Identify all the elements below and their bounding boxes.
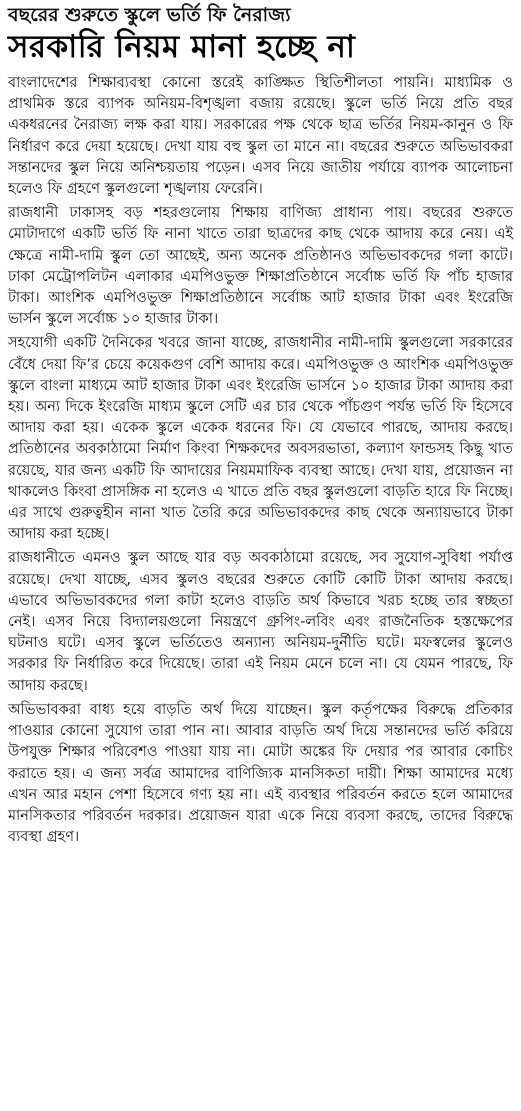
article-kicker: বছরের শুরুতে স্কুলে ভর্তি ফি নৈরাজ্য (8, 4, 291, 26)
article-body (8, 73, 513, 848)
article-paragraph-1: বাংলাদেশের শিক্ষাব্যবস্থা কোনো স্তরেই কাঙ্ক্ষিত স্থিতিশীলতা পায়নি। মাধ্যমিক ও প্রাথমিক স্তরে ব্যাপক অনিয়ম-বিশৃঙ্খলা বজায় রয়েছে। স্কুলে ভর্তি নিয়ে প্রতি বছর একধরনের নৈরাজ্য লক্ষ করা যায়। সরকারের পক্ষ থেকে ছাত্র ভর্তির নিয়ম-কানুন ও ফি নির্ধারণ করে দেয়া হয়েছে। দেখা যায় বহু স্কুল তা মানে না। বছরের শুরুতে অভিভাবকরা সন্তানদের স্কুল নিয়ে অনিশ্চয়তায় পড়েন। এসব নিয়ে জাতীয় পর্যায়ে ব্যাপক আলোচনা হলেও ফি গ্রহণে স্কুলগুলো শৃঙ্খলায় ফেরেনি। (8, 75, 513, 198)
article-paragraph-4: রাজধানীতে এমনও স্কুল আছে যার বড় অবকাঠামো রয়েছে, সব সুযোগ-সুবিধা পর্যাপ্ত রয়েছে। দেখা যাচ্ছে, এসব স্কুলও বছরের শুরুতে কোটি কোটি টাকা আদায় করছে। এভাবে অভিভাবকদের গলা কাটা হলেও বাড়তি অর্থ কিভাবে খরচ হচ্ছে তার স্বচ্ছতা নেই। এসব নিয়ে বিদ্যালয়গুলো নিয়ন্ত্রণে গ্রুপিং-লবিং এবং রাজনৈতিক হস্তক্ষেপের ঘটনাও ঘটে। এসব স্কুলে ভর্তিতেও অন্যান্য অনিয়ম-দুর্নীতি ঘটে। মফস্বলের স্কুলেও সরকার ফি নির্ধারিত করে দিয়েছে। তারা এই নিয়ম মেনে চলে না। যে যেমন পারছে, ফি আদায় করছে। (8, 550, 513, 694)
article-paragraph-5: অভিভাবকরা বাধ্য হয়ে বাড়তি অর্থ দিয়ে যাচ্ছেন। স্কুল কর্তৃপক্ষের বিরুদ্ধে প্রতিকার পাওয়ার কোনো সুযোগ তারা পান না। আবার বাড়তি অর্থ দিয়ে সন্তানদের ভর্তি করিয়ে উপযুক্ত শিক্ষার পরিবেশও পাওয়া যায় না। মোটা অঙ্কের ফি দেয়ার পর আবার কোচিং করাতে হয়। এ জন্য সর্বত্র আমাদের বাণিজ্যিক মানসিকতা দায়ী। শিক্ষা আমাদের মধ্যে এখন আর মহান পেশা হিসেবে গণ্য হয় না। এই ব্যবস্থার পরিবর্তন করতে হলে আমাদের মানসিকতার পরিবর্তন দরকার। প্রয়োজন যারা একে নিয়ে ব্যবসা করছে, তাদের বিরুদ্ধে ব্যবস্থা গ্রহণ। (8, 701, 513, 846)
article-paragraph-2: রাজধানী ঢাকাসহ বড় শহরগুলোয় শিক্ষায় বাণিজ্য প্রাধান্য পায়। বছরের শুরুতে মোটাদাগে একটি ভর্তি ফি নানা খাতে তারা ছাত্রদের কাছ থেকে আদায় করে নেয়। এই ক্ষেত্রে নামী-দামি স্কুল তো আছেই, অন্য অনেক প্রতিষ্ঠানও অভিভাবকদের গলা কাটে। ঢাকা মেট্রোপলিটন এলাকার এমপিওভুক্ত শিক্ষাপ্রতিষ্ঠানে সর্বোচ্চ ভর্তি ফি পাঁচ হাজার টাকা। আংশিক এমপিওভুক্ত শিক্ষাপ্রতিষ্ঠানে সর্বোচ্চ আট হাজার টাকা এবং ইংরেজি ভার্সন স্কুলে সর্বোচ্চ ১০ হাজার টাকা। (8, 205, 513, 328)
article-paragraph-3: সহযোগী একটি দৈনিকের খবরে জানা যাচ্ছে, রাজধানীর নামী-দামি স্কুলগুলো সরকারের বেঁধে দেয়া ফি’র চেয়ে কয়েকগুণ বেশি আদায় করে। এমপিওভুক্ত ও আংশিক এমপিওভুক্ত স্কুলে বাংলা মাধ্যমে আট হাজার টাকা এবং ইংরেজি ভার্সনে ১০ হাজার টাকা আদায় করা হয়। অন্য দিকে ইংরেজি মাধ্যম স্কুলে সেটি এর চার থেকে পাঁচগুণ পর্যন্ত ভর্তি ফি হিসেবে আদায় করা হয়। একেক স্কুলে একেক ধরনের ফি। যে যেভাবে পারছে, আদায় করছে। প্রতিষ্ঠানের অবকাঠামো নির্মাণ কিংবা শিক্ষকদের অবসরভাতা, কল্যাণ ফান্ডসহ কিছু খাত রয়েছে, যার জন্য একটি ফি আদায়ের নিয়মমাফিক ব্যবস্থা আছে। দেখা যায়, প্রয়োজন না থাকলেও কিংবা প্রাসঙ্গিক না হলেও এ খাতে প্রতি বছর স্কুলগুলো বাড়তি হারে ফি নিচ্ছে। এর সাথে গুরুত্বহীন নানা খাত তৈরি করে অভিভাবকদের কাছ থেকে অন্যায়ভাবে টাকা আদায় করা হচ্ছে। (8, 335, 513, 543)
article-headline: সরকারি নিয়ম মানা হচ্ছে না (8, 29, 356, 65)
